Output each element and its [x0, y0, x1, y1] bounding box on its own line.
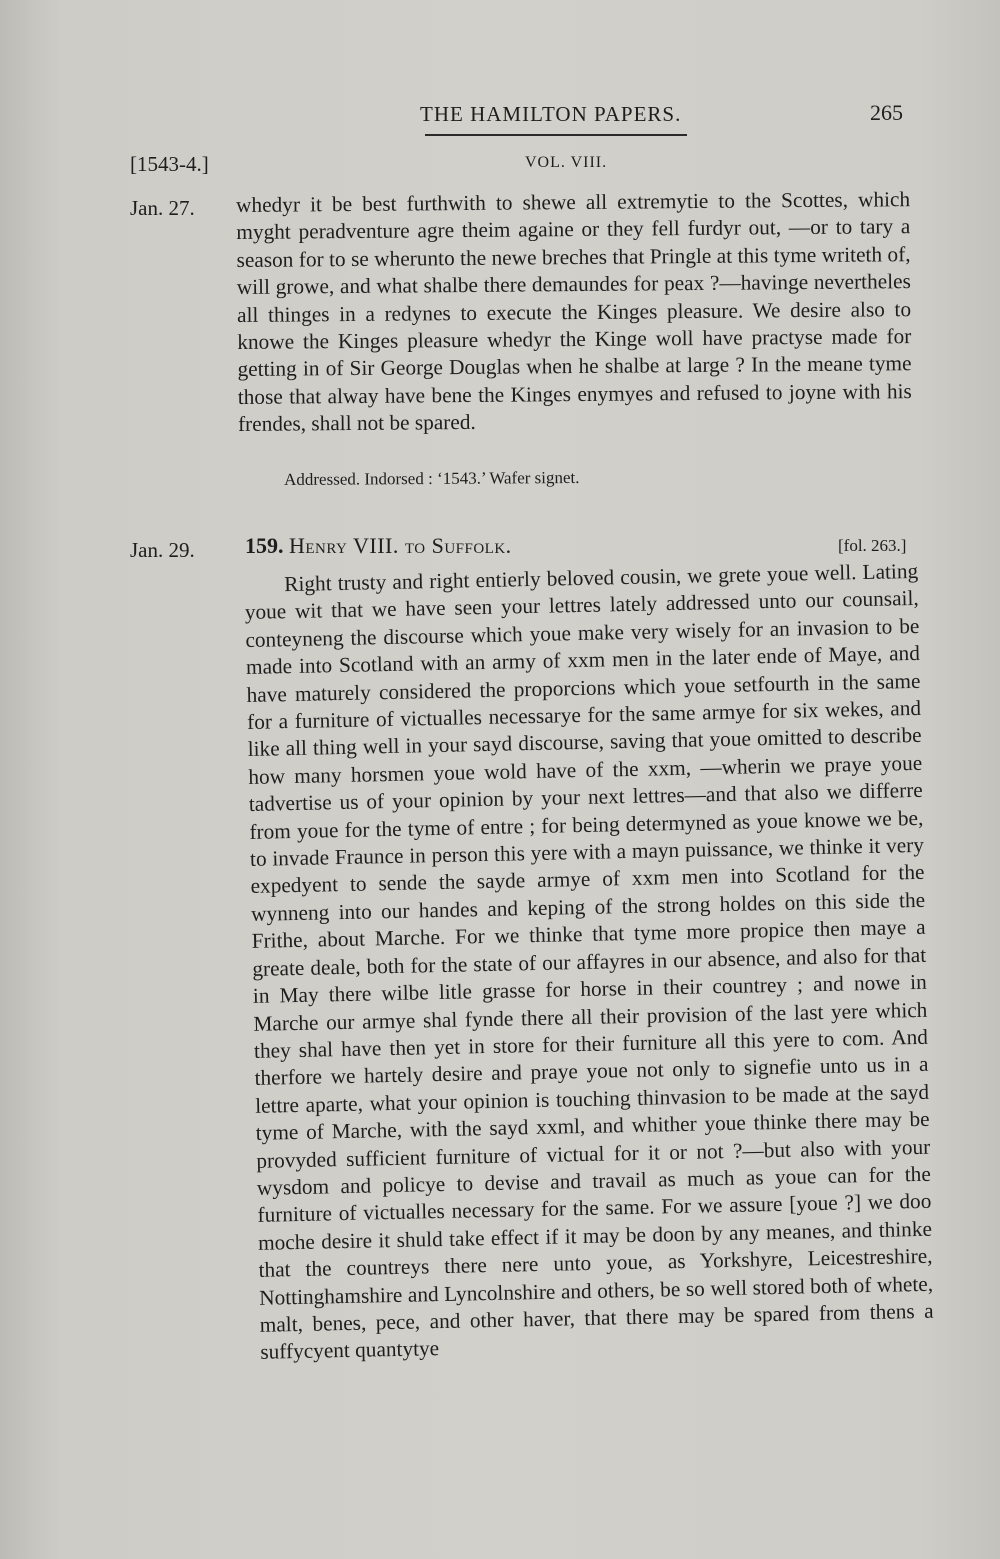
entry-159-heading [245, 533, 512, 559]
running-title: THE HAMILTON PAPERS. [420, 102, 682, 126]
entry-number: 159. [245, 533, 284, 558]
meta-row [0, 150, 1000, 180]
running-head [0, 96, 1000, 136]
entry-159-text: Right trusty and right entierly beloved cousin, we grete youe well. Lating youe wit that we have seen your lettres lately addressed unto our counsail, conteyneng the discourse which youe make very wisely for an invasion to be made into Scotland with an army of xxm men in the later ende of Maye, and have maturely considered the proporcions which youe setfourth in the same for a furniture of victualles necessarye for the same armye for six wekes, and like all thing well in your sayd discourse, saving that youe omitted to describe how many horsmen youe wold have of the xxm, —wherin we praye youe tadvertise us of your opinion by your next lettres—and that also we differre from youe for the tyme of entre ; for being determyned as youe knowe we be, to invade Fraunce in person this yere with a mayn puissance, we thinke it very expedyent to sende the sayde armye of xxm men into Scotland for the wynneng into our handes and keping of the strong holdes on this side the Frithe, about Marche. For we thinke that tyme more propice then maye a greate deale, both for the state of our affayres in our absence, and also for that in May there wilbe litle grasse for horse in their countrey ; and nowe in Marche our armye shal fynde there all their provision of the last yere which they shal have then yet in store for their furniture all this yere to com. And therfore we hartely desire and praye youe not only to signefie unto us in a lettre aparte, what your opinion is touching thinvasion to be made at the sayd tyme of Marche, with the sayd xxml, and whither youe thinke there may be provyded sufficient furniture of victual for it or not ?—but also with your wysdom and policye to devise and travail as much as youe can for the furniture of victualles necessary for the same. For we assure [youe ?] we doo moche desire it shuld take effect if it may be doon by any meanes, and thinke that the countreys there nere unto youe, as Yorkshyre, Leicestreshire, Nottinghamshire and Lyncolnshire and others, be so well stored both of whete, malt, benes, pece, and other haver, that there may be spared from thens a suffycyent quantytye [244, 558, 934, 1365]
margin-date-entry-158: Jan. 27. [130, 196, 195, 220]
volume-label: VOL. VIII. [525, 154, 608, 171]
endorsement-note: Addressed. Indorsed : ‘1543.’ Wafer signet. [284, 467, 580, 489]
date-range: [1543-4.] [130, 152, 209, 176]
entry-158-text: whedyr it be best furthwith to shewe all extremytie to the Scottes, which myght peradventure agre theim againe or they fell furdyr out, —or to tary a season for to se wherunto the newe breches that Pringle at this tyme writeth of, will growe, and what shalbe there demaundes for peax ?—havinge nevertheles all thinges in a redynes to execute the Kinges pleasure. We desire also to knowe the Kinges pleasure whedyr the Kinge woll have practyse made for getting in of Sir George Douglas when he shalbe at large ? In the meane tyme those that alway have bene the Kinges enymyes and refused to joyne with his frendes, shall not be spared. [236, 187, 912, 437]
entry-title: Henry VIII. to Suffolk. [289, 533, 512, 558]
title-underline [425, 134, 687, 136]
margin-date-entry-159: Jan. 29. [130, 538, 195, 562]
page-number: 265 [870, 100, 903, 125]
folio-reference: [fol. 263.] [838, 536, 907, 555]
